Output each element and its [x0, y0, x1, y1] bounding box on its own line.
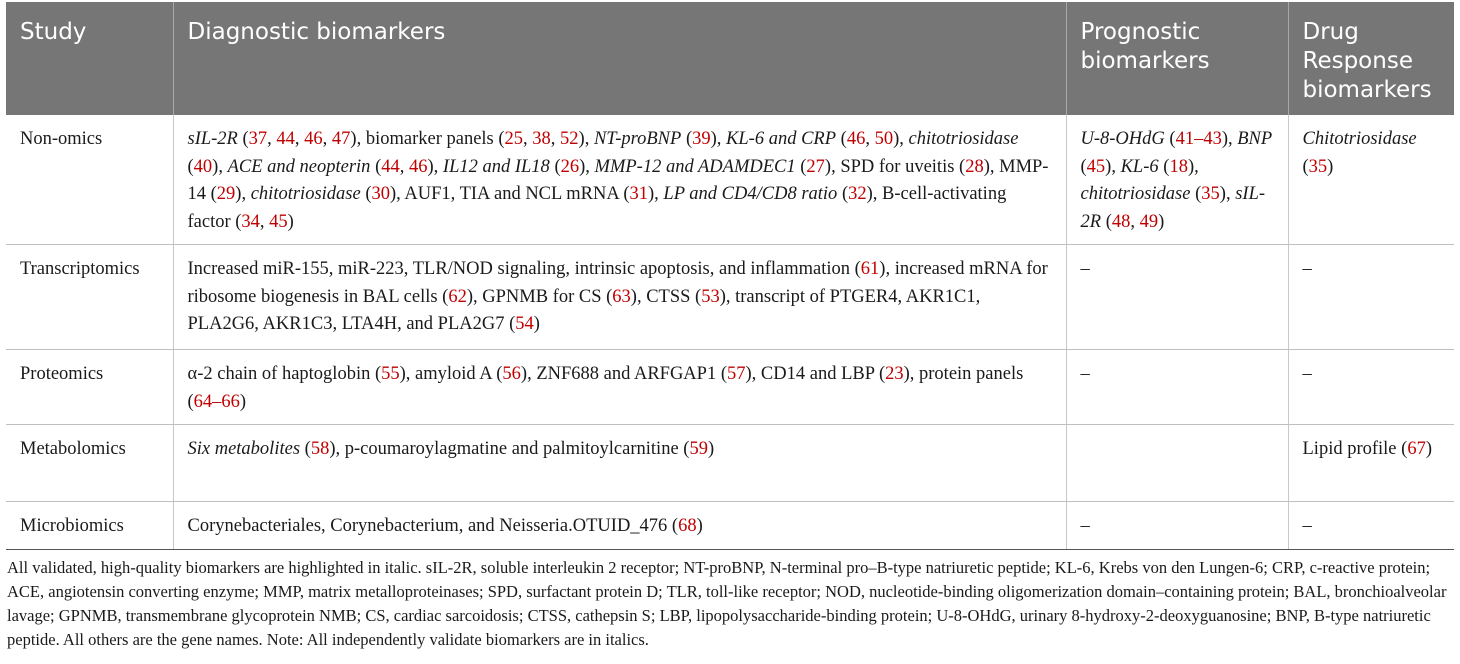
cell-text: –: [1080, 259, 1090, 279]
cell-prognostic: [1066, 245, 1288, 350]
cell-text: ), p-coumaroylagmatine and palmitoylcarnitine (: [329, 439, 690, 459]
header-drug-response: Drug Response biomarkers: [1288, 2, 1454, 115]
reference-number: 46: [408, 156, 428, 177]
reference-number: 56: [502, 364, 521, 384]
validated-biomarker: MMP-12 and ADAMDEC1: [594, 156, 796, 177]
cell-text: (: [300, 439, 311, 459]
cell-diagnostic: [173, 115, 1066, 245]
cell-text: (: [360, 184, 372, 204]
reference-number: 23: [885, 364, 904, 384]
reference-number: 35: [1201, 184, 1220, 204]
cell-text: ),: [579, 156, 595, 177]
validated-biomarker: U-8-OHdG: [1080, 129, 1165, 149]
cell-text: (: [1101, 211, 1112, 232]
reference-number: 41–43: [1175, 129, 1222, 149]
reference-number: 63: [612, 286, 631, 307]
reference-number: 52: [560, 129, 579, 149]
cell-text: ), protein panels (: [187, 364, 1024, 412]
validated-biomarker: BNP: [1237, 129, 1273, 149]
reference-number: 67: [1407, 439, 1426, 459]
header-study: Study: [6, 2, 173, 115]
reference-number: 39: [692, 129, 711, 149]
header-diagnostic: Diagnostic biomarkers: [173, 2, 1066, 115]
cell-text: ), MMP-14 (: [187, 156, 1049, 204]
cell-text: (: [1190, 184, 1202, 204]
cell-text: ,: [1130, 211, 1140, 232]
validated-biomarker: KL-6: [1120, 156, 1159, 177]
reference-number: 35: [1308, 156, 1328, 177]
validated-biomarker: chitotriosidase: [908, 129, 1019, 149]
cell-text: –: [1080, 364, 1090, 384]
cell-study: Microbiomics: [6, 502, 173, 550]
cell-text: –: [1302, 259, 1312, 279]
reference-number: 25: [504, 129, 524, 149]
reference-number: 58: [310, 439, 330, 459]
validated-biomarker: chitotriosidase: [250, 184, 361, 204]
cell-study: Transcriptomics: [6, 245, 173, 350]
cell-text: ): [1425, 439, 1432, 459]
reference-number: 45: [269, 211, 288, 232]
reference-number: 37: [248, 129, 268, 149]
table-container: [6, 2, 1454, 652]
cell-text: Corynebacteriales, Corynebacterium, and Neisseria.OTUID_476 (: [187, 516, 679, 536]
cell-text: (: [549, 156, 561, 177]
cell-text: (: [370, 156, 382, 177]
cell-text: (: [837, 184, 849, 204]
cell-diagnostic: [173, 350, 1066, 425]
cell-text: ,: [523, 129, 533, 149]
cell-text: ),: [710, 129, 727, 149]
validated-biomarker: IL12 and IL18: [442, 156, 550, 177]
cell-text: ): [533, 314, 540, 334]
cell-text: ), AUF1, TIA and NCL mRNA (: [390, 184, 630, 204]
reference-number: 27: [806, 156, 825, 177]
reference-number: 29: [216, 184, 236, 204]
cell-text: ), increased mRNA for ribosome biogenesis in BAL cells (: [187, 259, 1048, 307]
reference-number: 30: [371, 184, 390, 204]
table-row: [6, 350, 1454, 425]
table-footnote: All validated, high-quality biomarkers are highlighted in italic. sIL-2R, soluble interleukin 2 receptor; NT-proBNP, N-terminal pro–B-type natriuretic peptide; KL-6, Krebs von den Lungen-6; CRP, c-reactive protein; ACE, angiotensin converting enzyme; MMP, matrix metalloproteinases; SPD, surfactant protein D; TLR, toll-like receptor; NOD, nucleotide-binding oligomerization domain–containing protein; BAL, bronchioalveolar lavage; GPNMB, transmembrane glycoprotein NMB; CS, cardiac sarcoidosis; CTSS, cathepsin S; LBP, lipopolysaccharide-binding protein; U-8-OHdG, urinary 8-hydroxy-2-deoxyguanosine; BNP, B-type natriuretic peptide. All others are the gene names. Note: All independently validate biomarkers are in italics.: [7, 557, 1447, 649]
cell-text: ),: [212, 156, 228, 177]
cell-text: ),: [1219, 184, 1236, 204]
biomarker-table: [6, 2, 1454, 550]
validated-biomarker: sIL-2R: [1080, 184, 1266, 232]
table-row: [6, 115, 1454, 245]
table-row: [6, 245, 1454, 350]
cell-text: ): [1158, 211, 1165, 232]
cell-text: (: [1164, 129, 1176, 149]
cell-text: α-2 chain of haptoglobin (: [187, 364, 382, 384]
table-row: [6, 425, 1454, 502]
cell-text: (: [1302, 156, 1309, 177]
validated-biomarker: Chitotriosidase: [1302, 129, 1417, 149]
cell-text: (: [187, 156, 194, 177]
cell-text: Lipid profile (: [1302, 439, 1408, 459]
validated-biomarker: LP and CD4/CD8 ratio: [663, 184, 838, 204]
reference-number: 31: [629, 184, 648, 204]
reference-number: 62: [448, 286, 467, 307]
cell-drug: [1288, 115, 1454, 245]
cell-text: (: [681, 129, 693, 149]
cell-text: Increased miR-155, miR-223, TLR/NOD signaling, intrinsic apoptosis, and inflammation (: [187, 259, 861, 279]
cell-diagnostic: [173, 245, 1066, 350]
reference-number: 26: [560, 156, 580, 177]
reference-number: 53: [701, 286, 720, 307]
cell-text: ), B-cell-activating factor (: [187, 184, 1007, 232]
cell-text: ), CD14 and LBP (: [745, 364, 886, 384]
cell-text: ): [287, 211, 294, 232]
cell-text: ,: [550, 129, 561, 149]
cell-text: ),: [427, 156, 443, 177]
reference-number: 50: [874, 129, 894, 149]
cell-prognostic: [1066, 425, 1288, 502]
cell-text: ),: [235, 184, 251, 204]
reference-number: 49: [1139, 211, 1159, 232]
validated-biomarker: Six metabolites: [187, 439, 301, 459]
cell-text: ),: [893, 129, 909, 149]
cell-diagnostic: [173, 425, 1066, 502]
cell-text: (: [836, 129, 847, 149]
cell-drug: [1288, 425, 1454, 502]
reference-number: 61: [860, 259, 880, 279]
cell-text: ), SPD for uveitis (: [824, 156, 966, 177]
cell-prognostic: [1066, 502, 1288, 550]
cell-text: ,: [865, 129, 875, 149]
cell-study: Proteomics: [6, 350, 173, 425]
reference-number: 68: [678, 516, 697, 536]
validated-biomarker: NT-proBNP: [593, 129, 682, 149]
cell-study: Metabolomics: [6, 425, 173, 502]
reference-number: 64–66: [193, 391, 240, 412]
reference-number: 47: [331, 129, 351, 149]
cell-text: (: [795, 156, 807, 177]
cell-text: (: [237, 129, 249, 149]
cell-text: ), ZNF688 and ARFGAP1 (: [520, 364, 727, 384]
cell-drug: [1288, 245, 1454, 350]
table-row: [6, 502, 1454, 550]
reference-number: 55: [381, 364, 400, 384]
cell-text: ,: [322, 129, 332, 149]
header-row: [6, 2, 1454, 115]
reference-number: 44: [381, 156, 400, 177]
cell-text: ),: [1187, 156, 1199, 177]
cell-text: ): [239, 391, 247, 412]
cell-text: ,: [267, 129, 277, 149]
reference-number: 38: [532, 129, 551, 149]
cell-text: ), CTSS (: [630, 286, 702, 307]
cell-text: –: [1302, 516, 1312, 536]
cell-text: (: [1158, 156, 1170, 177]
reference-number: 57: [727, 364, 746, 384]
reference-number: 34: [241, 211, 260, 232]
cell-text: ): [707, 439, 715, 459]
cell-text: ,: [294, 129, 305, 149]
cell-prognostic: [1066, 115, 1288, 245]
reference-number: 32: [848, 184, 867, 204]
validated-biomarker: chitotriosidase: [1080, 184, 1191, 204]
cell-text: –: [1302, 364, 1312, 384]
cell-text: ), GPNMB for CS (: [466, 286, 613, 307]
cell-text: ),: [647, 184, 664, 204]
cell-text: ),: [1221, 129, 1238, 149]
reference-number: 40: [193, 156, 213, 177]
reference-number: 54: [515, 314, 534, 334]
header-prognostic: Prognostic biomarkers: [1066, 2, 1288, 115]
cell-text: (: [1080, 156, 1087, 177]
cell-drug: [1288, 350, 1454, 425]
reference-number: 46: [304, 129, 323, 149]
validated-biomarker: KL-6 and CRP: [726, 129, 837, 149]
cell-text: –: [1080, 516, 1090, 536]
cell-study: Non-omics: [6, 115, 173, 245]
reference-number: 59: [689, 439, 708, 459]
cell-text: ): [696, 516, 703, 536]
validated-biomarker: sIL-2R: [187, 129, 238, 149]
cell-text: ),: [578, 129, 594, 149]
cell-text: ,: [259, 211, 270, 232]
reference-number: 44: [276, 129, 295, 149]
validated-biomarker: ACE and neopterin: [227, 156, 371, 177]
cell-text: ), transcript of PTGER4, AKR1C1, PLA2G6, AKR1C3, LTA4H, and PLA2G7 (: [187, 286, 981, 334]
reference-number: 46: [846, 129, 866, 149]
cell-text: ), biomarker panels (: [350, 129, 505, 149]
table-body: [6, 115, 1454, 549]
reference-number: 48: [1111, 211, 1131, 232]
reference-number: 28: [965, 156, 984, 177]
cell-text: ): [1327, 156, 1334, 177]
cell-drug: [1288, 502, 1454, 550]
cell-text: ,: [399, 156, 409, 177]
reference-number: 45: [1086, 156, 1106, 177]
reference-number: 18: [1169, 156, 1188, 177]
cell-prognostic: [1066, 350, 1288, 425]
cell-text: ),: [1105, 156, 1121, 177]
cell-text: ), amyloid A (: [399, 364, 503, 384]
cell-diagnostic: [173, 502, 1066, 550]
